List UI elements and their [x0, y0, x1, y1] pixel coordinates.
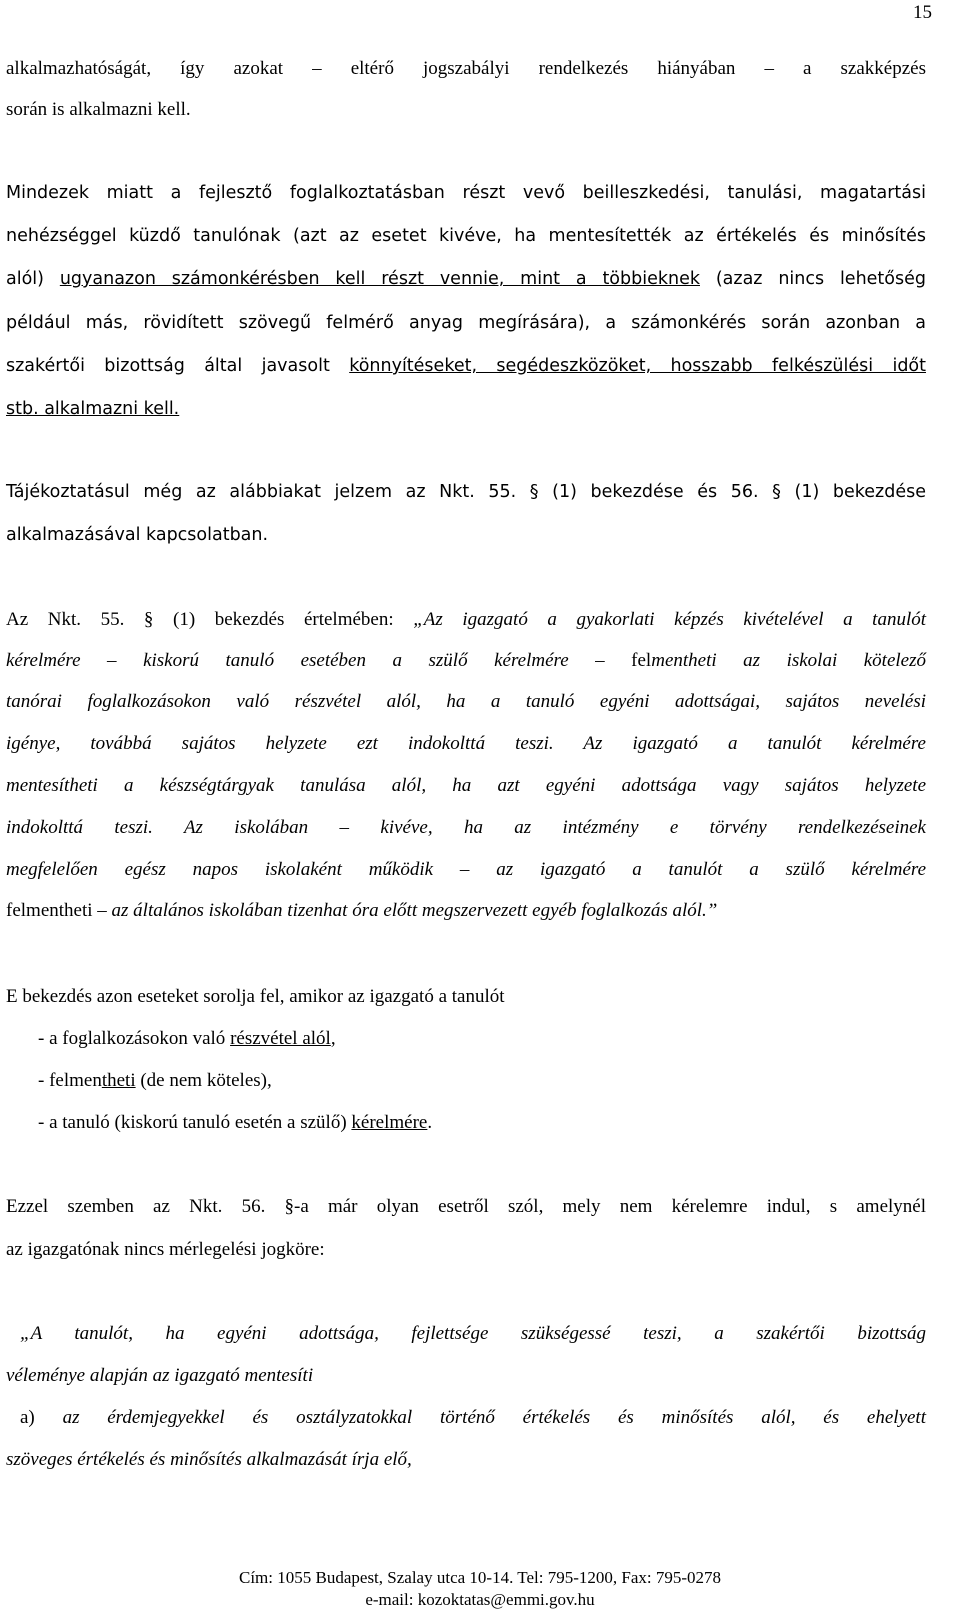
paragraph-2-line-5: [6, 353, 926, 379]
paragraph-6-line-2: az igazgatónak nincs mérlegelési jogköre:: [6, 1239, 325, 1260]
text-span: felmentheti: [6, 900, 93, 921]
quoted-law-text: – az általános iskolában tizenhat óra előtt megszervezett egyéb foglalkozás alól.”: [92, 900, 718, 921]
quoted-law-text: kérelmére – kiskorú tanuló esetében a szülő kérelmére –: [6, 650, 632, 671]
paragraph-4-line-1: [6, 607, 926, 633]
paragraph-1-line-2: során is alkalmazni kell.: [6, 99, 191, 120]
text-span: .: [427, 1112, 433, 1133]
text-span: ,: [330, 1028, 336, 1049]
paragraph-5-intro: E bekezdés azon eseteket sorolja fel, amikor az igazgató a tanulót: [6, 986, 505, 1007]
list-item: [38, 1068, 958, 1094]
paragraph-1-line-1: alkalmazhatóságát, így azokat – eltérő jogszabályi rendelkezés hiányában – a szakképzés: [6, 58, 926, 79]
text-span: (de nem köteles),: [135, 1070, 272, 1091]
text-span: a): [20, 1407, 63, 1428]
underlined-emphasis: ugyanazon számonkérésben kell részt vennie, mint a többieknek: [59, 269, 700, 289]
quoted-law-text: mentheti az iskolai kötelező: [651, 650, 926, 671]
text-span: Az Nkt. 55. § (1) bekezdés értelmében:: [6, 609, 414, 630]
paragraph-6-line-1: Ezzel szemben az Nkt. 56. §-a már olyan esetről szól, mely nem kérelemre indul, s amelynél: [6, 1196, 926, 1217]
text-span: szakértői bizottság által javasolt: [6, 356, 350, 376]
list-item: [38, 1026, 958, 1052]
paragraph-7-line-4: szöveges értékelés és minősítés alkalmazását írja elő,: [6, 1449, 412, 1470]
paragraph-7-line-3: [20, 1405, 926, 1431]
footer-email: e-mail: kozoktatas@emmi.gov.hu: [365, 1590, 595, 1609]
underlined-emphasis: kérelmére: [351, 1112, 428, 1133]
paragraph-4-line-6: indokolttá teszi. Az iskolában – kivéve, ha az intézmény e törvény rendelkezéseinek: [6, 817, 926, 838]
paragraph-4-line-8: [6, 898, 926, 924]
underlined-emphasis: könnyítéseket, segédeszközöket, hosszabb felkészülési időt: [349, 356, 926, 376]
paragraph-4-line-4: igénye, továbbá sajátos helyzete ezt indokolttá teszi. Az igazgató a tanulót kérelmére: [6, 733, 926, 754]
paragraph-4-line-5: mentesítheti a készségtárgyak tanulása alól, ha azt egyéni adottsága vagy sajátos helyzete: [6, 775, 926, 796]
text-span: - a tanuló (kiskorú tanuló esetén a szülő): [38, 1112, 352, 1133]
text-span: - felmen: [38, 1070, 102, 1091]
paragraph-2-line-6: stb. alkalmazni kell.: [6, 399, 180, 419]
text-span: alól): [6, 269, 60, 289]
quoted-law-text: „Az igazgató a gyakorlati képzés kivételével a tanulót: [413, 609, 926, 630]
page-number: 15: [913, 2, 932, 23]
text-span: - a foglalkozásokon való: [38, 1028, 231, 1049]
paragraph-4-line-7: megfelelően egész napos iskolaként működik – az igazgató a tanulót a szülő kérelmére: [6, 859, 926, 880]
quoted-law-text: az érdemjegyekkel és osztályzatokkal történő értékelés és minősítés alól, és ehelyett: [62, 1407, 926, 1428]
paragraph-4-line-2: [6, 648, 926, 674]
paragraph-2-line-4: például más, rövidített szövegű felmérő anyag megírására), a számonkérés során azonban a: [6, 313, 926, 333]
paragraph-3-line-1: Tájékoztatásul még az alábbiakat jelzem az Nkt. 55. § (1) bekezdése és 56. § (1) bekezdése: [6, 482, 926, 502]
list-item: [38, 1110, 958, 1136]
underlined-emphasis: theti: [101, 1070, 136, 1091]
text-span: (azaz nincs lehetőség: [699, 269, 926, 289]
text-span: fel: [631, 650, 652, 671]
paragraph-4-line-3: tanórai foglalkozásokon való részvétel alól, ha a tanuló egyéni adottságai, sajátos nevelési: [6, 691, 926, 712]
paragraph-7-line-1: „A tanulót, ha egyéni adottsága, fejlettsége szükségessé teszi, a szakértői bizottság: [20, 1323, 926, 1344]
paragraph-2-line-1: Mindezek miatt a fejlesztő foglalkoztatásban részt vevő beilleszkedési, tanulási, magatartási: [6, 183, 926, 203]
paragraph-3-line-2: alkalmazásával kapcsolatban.: [6, 525, 269, 545]
underlined-emphasis: részvétel alól: [230, 1028, 331, 1049]
footer-address: Cím: 1055 Budapest, Szalay utca 10-14. Tel: 795-1200, Fax: 795-0278: [239, 1568, 721, 1587]
paragraph-2-line-3: [6, 266, 926, 292]
paragraph-7-line-2: véleménye alapján az igazgató mentesíti: [6, 1365, 314, 1386]
paragraph-2-line-2: nehézséggel küzdő tanulónak (azt az esetet kivéve, ha mentesítették az értékelés és minősítés: [6, 226, 926, 246]
